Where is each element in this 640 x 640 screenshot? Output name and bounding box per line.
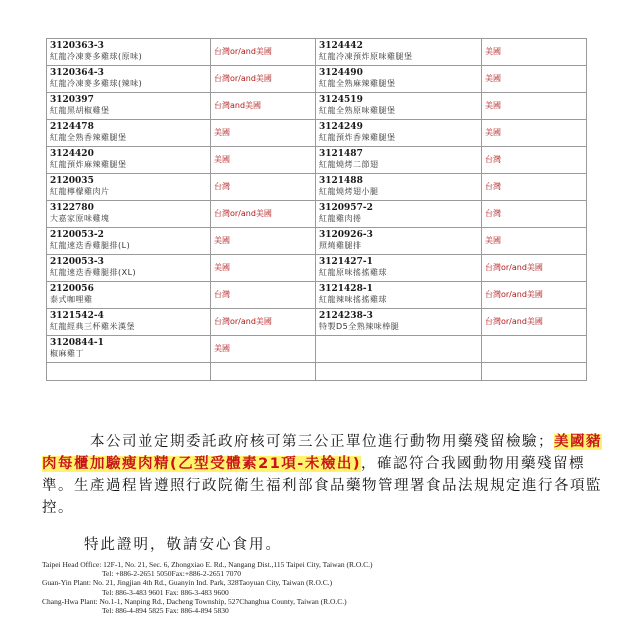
right-product-cell [316,336,482,363]
product-code: 3120844-1 [50,338,104,348]
right-product-cell [316,39,482,66]
product-name: 紅龍冷凍預炸原味雞腿堡 [319,52,413,61]
right-origin-cell [482,66,587,93]
origin-country: 美國 [214,263,230,272]
product-code: 3124249 [319,122,363,132]
right-origin-cell [482,39,587,66]
product-code: 3121488 [319,176,363,186]
right-product-cell [316,147,482,174]
right-origin-cell [482,201,587,228]
product-code: 3120364-3 [50,68,104,78]
product-name: 紅龍全熟原味雞腿堡 [319,106,396,115]
product-name: 紅龍速迭香雞腿排(XL) [50,268,137,277]
origin-country: 台灣and美國 [214,101,262,110]
product-name: 紅龍原味搖搖雞球 [319,268,387,277]
right-origin-cell [482,120,587,147]
left-origin-cell [211,255,316,282]
left-origin-cell [211,282,316,309]
product-name: 椒麻雞丁 [50,349,84,358]
right-product-cell [316,174,482,201]
product-name: 特製D5全熟辣味棒腿 [319,322,400,331]
statement-part1: 本公司並定期委託政府核可第三公正單位進行動物用藥殘留檢驗； [90,434,554,450]
product-name: 紅龍燒烤二節翅 [319,160,379,169]
product-code: 2120053-2 [50,230,104,240]
product-code: 3121542-4 [50,311,104,321]
left-origin-cell [211,39,316,66]
product-table-body [47,39,587,381]
left-origin-cell [211,201,316,228]
left-product-cell [47,174,211,201]
table-row [47,39,587,66]
origin-country: 台灣or/and美國 [485,263,543,272]
product-name: 紅龍預炸香辣雞腿堡 [319,133,396,142]
product-code: 3124442 [319,41,363,51]
footer-changhwa-tel: Tel: 886-4-894 5825 Fax: 886-4-894 5830 [102,606,229,616]
statement-highlight: 美國豬肉每櫃加驗瘦肉精(乙型受體素21項-未檢出) [42,434,602,472]
origin-country: 台灣or/and美國 [485,317,543,326]
product-code: 3124490 [319,68,363,78]
empty-cell [482,363,587,381]
footer-taipei-tel: Tel: +886-2-2651 5050Fax:+886-2-2651 7070 [102,569,241,579]
table-row [47,174,587,201]
right-product-cell [316,309,482,336]
product-code: 2124238-3 [319,311,373,321]
product-code: 3120363-3 [50,41,104,51]
product-code: 2124478 [50,122,94,132]
left-product-cell [47,336,211,363]
product-origin-table [46,38,587,381]
right-origin-cell [482,228,587,255]
right-product-cell [316,120,482,147]
empty-cell [211,363,316,381]
right-product-cell [316,228,482,255]
right-product-cell [316,255,482,282]
product-code: 2120056 [50,284,94,294]
table-row [47,147,587,174]
product-name: 泰式咖哩雞 [50,295,93,304]
table-row [47,309,587,336]
origin-country: 台灣 [485,182,501,191]
origin-country: 美國 [214,155,230,164]
inspection-statement [42,431,602,519]
table-row [47,66,587,93]
right-origin-cell [482,147,587,174]
origin-country: 美國 [485,47,501,56]
product-name: 紅龍全熟麻辣雞腿堡 [319,79,396,88]
origin-country: 台灣or/and美國 [485,290,543,299]
origin-country: 美國 [485,128,501,137]
product-code: 2120053-3 [50,257,104,267]
origin-country [485,338,583,343]
left-product-cell [47,39,211,66]
origin-country: 美國 [485,101,501,110]
product-name: 大嘉家原味雞塊 [50,214,110,223]
product-name: 紅龍全熟香辣雞腿堡 [50,133,127,142]
product-code: 2120035 [50,176,94,186]
closing-line: 特此證明，敬請安心食用。 [84,537,282,553]
empty-cell [316,363,482,381]
left-origin-cell [211,336,316,363]
product-name: 紅龍預炸麻辣雞腿堡 [50,160,127,169]
right-origin-cell [482,174,587,201]
origin-country: 台灣or/and美國 [214,317,272,326]
product-name: 紅龍經典三杯雞米漢堡 [50,322,135,331]
right-origin-cell [482,336,587,363]
left-product-cell [47,147,211,174]
table-row [47,93,587,120]
product-name: 紅龍辣味搖搖雞球 [319,295,387,304]
right-product-cell [316,282,482,309]
product-name: 紅龍黑胡椒雞堡 [50,106,110,115]
left-origin-cell [211,93,316,120]
origin-country: 台灣 [485,209,501,218]
left-origin-cell [211,228,316,255]
footer-taipei-address: Taipei Head Office: 12F-1, No. 21, Sec. 6, Zhongxiao E. Rd., Nangang Dist.,115 Taipei City, Taiwan (R.O.C.) [42,560,373,569]
origin-country: 美國 [214,128,230,137]
origin-country: 美國 [214,344,230,353]
left-product-cell [47,66,211,93]
product-code: 3124519 [319,95,363,105]
footer-guanyin-tel: Tel: 886-3-483 9601 Fax: 886-3-483 9600 [102,587,229,597]
product-name: 照燒雞腿排 [319,241,362,250]
left-product-cell [47,309,211,336]
product-name: 紅龍冷凍麥多雞球(原味) [50,52,143,61]
statement-part2: ，確認符合我國動物用藥殘留標準。生產過程皆遵照行政院衛生福利部食品藥物管理署食品法規規定進行各項監控。 [42,456,602,516]
product-code: 3121427-1 [319,257,373,267]
right-product-cell [316,93,482,120]
table-row [47,336,587,363]
origin-country: 台灣 [214,182,230,191]
product-code: 3120397 [50,95,94,105]
origin-country: 台灣 [485,155,501,164]
table-row [47,282,587,309]
table-row [47,228,587,255]
table-row [47,201,587,228]
origin-country: 台灣or/and美國 [214,209,272,218]
right-origin-cell [482,93,587,120]
product-name: 紅龍檸檬雞肉片 [50,187,110,196]
origin-country: 美國 [485,74,501,83]
right-origin-cell [482,309,587,336]
table-row [47,120,587,147]
left-product-cell [47,201,211,228]
origin-country: 美國 [214,236,230,245]
origin-country: 台灣or/and美國 [214,47,272,56]
product-code: 3121487 [319,149,363,159]
product-name: 紅龍冷凍麥多雞球(辣味) [50,79,143,88]
left-origin-cell [211,309,316,336]
product-code: 3121428-1 [319,284,373,294]
footer-changhwa-address: Chang-Hwa Plant: No.1-1, Nanping Rd., Dacheng Township, 527Changhua County, Taiwan (R.O.C.) [42,596,347,606]
product-name: 紅龍燒烤翅小腿 [319,187,379,196]
origin-country: 台灣 [214,290,230,299]
product-name: 紅龍速迭香雞腿排(L) [50,241,131,250]
origin-country: 美國 [485,236,501,245]
left-product-cell [47,255,211,282]
empty-cell [47,363,211,381]
left-product-cell [47,282,211,309]
product-code: 3122780 [50,203,94,213]
company-footer [42,560,602,615]
product-code: 3120957-2 [319,203,373,213]
origin-country: 台灣or/and美國 [214,74,272,83]
right-origin-cell [482,255,587,282]
left-origin-cell [211,120,316,147]
left-origin-cell [211,174,316,201]
left-product-cell [47,120,211,147]
left-origin-cell [211,147,316,174]
product-code: 3120926-3 [319,230,373,240]
right-product-cell [316,201,482,228]
footer-guanyin-address: Guan-Yin Plant: No. 21, Jingjian 4th Rd., Guanyin Ind. Park, 328Taoyuan City, Taiwan (R.O.C.) [42,578,333,588]
left-product-cell [47,93,211,120]
product-code: 3124420 [50,149,94,159]
left-product-cell [47,228,211,255]
right-origin-cell [482,282,587,309]
empty-table-row [47,363,587,381]
right-product-cell [316,66,482,93]
left-origin-cell [211,66,316,93]
table-row [47,255,587,282]
product-name: 紅龍雞肉捲 [319,214,362,223]
